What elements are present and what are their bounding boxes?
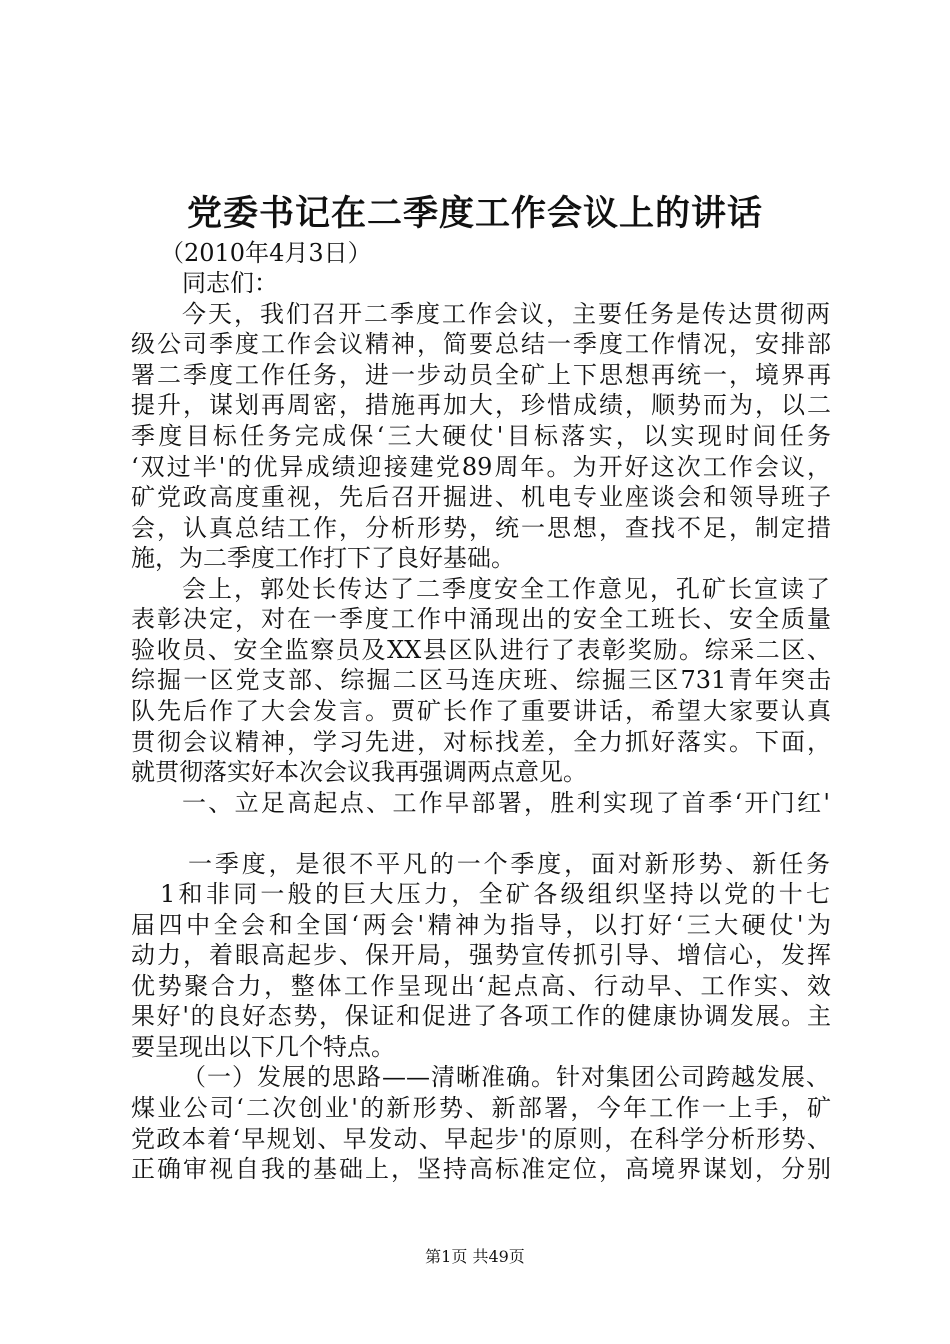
- paragraph-line: 季度目标任务完成保‘三大硬仗'目标落实，以实现时间任务: [131, 422, 831, 450]
- paragraph-line: 煤业公司‘二次创业'的新形势、新部署，今年工作一上手，矿: [131, 1094, 831, 1122]
- paragraph-line: 施，为二季度工作打下了良好基础。: [131, 544, 515, 572]
- salutation: 同志们：: [182, 269, 278, 297]
- paragraph-line: 今天，我们召开二季度工作会议，主要任务是传达贯彻两: [182, 300, 830, 328]
- paragraph-line: 正确审视自我的基础上，坚持高标准定位，高境界谋划，分别: [131, 1155, 831, 1183]
- paragraph-line: 就贯彻落实好本次会议我再强调两点意见。: [131, 758, 587, 786]
- paragraph-line: 要呈现出以下几个特点。: [131, 1033, 395, 1061]
- page-number: 第1页 共49页: [425, 1247, 525, 1266]
- paragraph-line: 矿党政高度重视，先后召开掘进、机电专业座谈会和领导班子: [131, 483, 831, 511]
- paragraph-line: 队先后作了大会发言。贾矿长作了重要讲话，希望大家要认真: [131, 697, 831, 725]
- document-title: 党委书记在二季度工作会议上的讲话: [186, 193, 763, 234]
- paragraph-line: 验收员、安全监察员及XX县区队进行了表彰奖励。综采二区、: [131, 636, 831, 664]
- paragraph-line: 会，认真总结工作，分析形势，统一思想，查找不足，制定措: [131, 514, 831, 542]
- section-heading: 一、立足高起点、工作早部署，胜利实现了首季‘开门红': [182, 789, 830, 817]
- paragraph-line: 动力，着眼高起步、保开局，强势宣传抓引导、增信心，发挥: [131, 941, 831, 969]
- paragraph-line: 党政本着‘早规划、早发动、早起步'的原则，在科学分析形势、: [131, 1125, 831, 1153]
- paragraph-line: 一季度，是很不平凡的一个季度，面对新形势、新任务: [188, 850, 830, 878]
- paragraph-line: 表彰决定，对在一季度工作中涌现出的安全工班长、安全质量: [131, 605, 831, 633]
- document-date: （2010年4月3日）: [160, 239, 372, 267]
- paragraph-line: 优势聚合力，整体工作呈现出‘起点高、行动早、工作实、效: [131, 972, 831, 1000]
- paragraph-line: 综掘一区党支部、综掘二区马连庆班、综掘三区731青年突击: [131, 666, 831, 694]
- paragraph-line: ‘双过半'的优异成绩迎接建党89周年。为开好这次工作会议，: [131, 453, 831, 481]
- paragraph-line: 署二季度工作任务，进一步动员全矿上下思想再统一，境界再: [131, 361, 831, 389]
- paragraph-line: 级公司季度工作会议精神，简要总结一季度工作情况，安排部: [131, 330, 831, 358]
- paragraph-line: 1和非同一般的巨大压力，全矿各级组织坚持以党的十七: [160, 880, 830, 908]
- paragraph-line: 果好'的良好态势，保证和促进了各项工作的健康协调发展。主: [131, 1002, 831, 1030]
- subsection-heading: （一）发展的思路——清晰准确。针对集团公司跨越发展、: [182, 1063, 830, 1091]
- paragraph-line: 会上，郭处长传达了二季度安全工作意见，孔矿长宣读了: [182, 575, 830, 603]
- paragraph-line: 届四中全会和全国‘两会'精神为指导，以打好‘三大硬仗'为: [131, 911, 831, 939]
- paragraph-line: 贯彻会议精神，学习先进，对标找差，全力抓好落实。下面，: [131, 728, 831, 756]
- paragraph-line: 提升，谋划再周密，措施再加大，珍惜成绩，顺势而为，以二: [131, 391, 831, 419]
